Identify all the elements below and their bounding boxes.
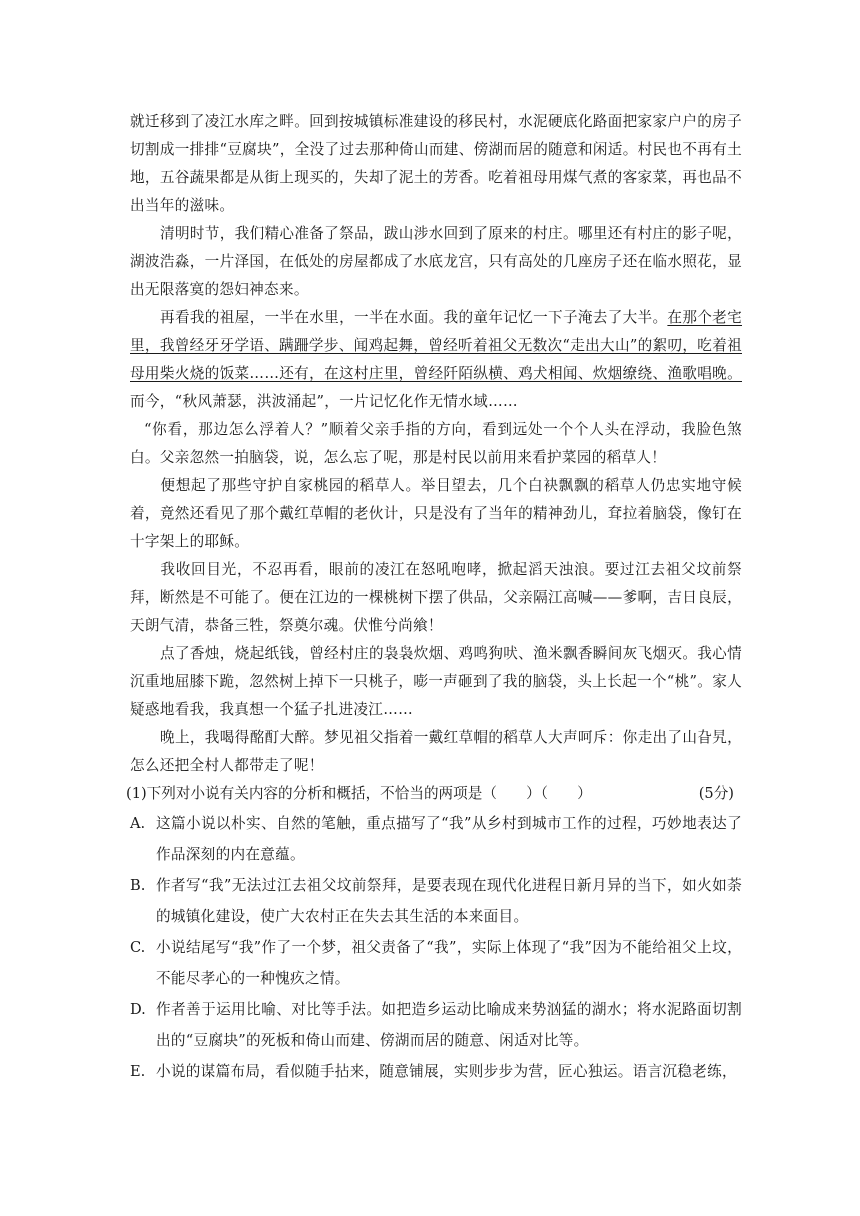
document-page [126, 108, 742, 1087]
story-paragraph-8-text: 晚上，我喝得酩酊大醉。梦见祖父指着一戴红草帽的稻草人大声呵斥：你走出了山旮旯，怎么还把全村人都带走了呢！ [130, 729, 742, 774]
underlined-passage: 在那个老宅里，我曾经牙牙学语、蹒跚学步、闻鸡起舞，曾经听着祖父无数次“走出大山”的絮叨，吃着祖母用柴火烧的饭菜……还有，在这村庄里，曾经阡陌纵横、鸡犬相闻、炊烟缭绕、渔歌唱晚。 [130, 309, 742, 382]
option-e-label: E. [130, 1063, 146, 1080]
option-d-text: 作者善于运用比喻、对比等手法。如把造乡运动比喻成来势汹猛的湖水；将水泥路面切割出的“豆腐块”的死板和倚山而建、傍湖而居的随意、闲适对比等。 [156, 1001, 742, 1049]
story-paragraph-3 [130, 304, 742, 416]
option-b-text: 作者写“我”无法过江去祖父坟前祭拜，是要表现在现代化进程日新月异的当下，如火如荼的城镇化建设，使广大农村正在失去其生活的本来面目。 [156, 877, 742, 925]
story-paragraph-6-text: 我收回目光，不忍再看，眼前的凌江在怒吼咆哮，掀起滔天浊浪。要过江去祖父坟前祭拜，断然是不可能了。便在江边的一棵桃树下摆了供品，父亲隔江高喊——爹啊，吉日良辰，天朗气清，恭备三牲，祭奠尔魂。伏惟兮尚飨！ [130, 561, 742, 634]
story-paragraph-1-text: 就迁移到了凌江水库之畔。回到按城镇标准建设的移民村，水泥硬底化路面把家家户户的房子切割成一排排“豆腐块”，全没了过去那种倚山而建、傍湖而居的随意和闲适。村民也不再有土地，五谷蔬果都是从街上现买的，失却了泥土的芳香。吃着祖母用煤气煮的客家菜，再也品不出当年的滋味。 [130, 113, 742, 214]
option-b-label: B. [130, 877, 146, 894]
story-paragraph-7 [130, 640, 742, 724]
story-paragraph-4-text: “你看，那边怎么浮着人？”顺着父亲手指的方向，看到远处一个个人头在浮动，我脸色煞白。父亲忽然一拍脑袋，说，怎么忘了呢，那是村民以前用来看护菜园的稻草人！ [130, 421, 742, 466]
story-paragraph-1 [130, 108, 742, 220]
question-stem-text: (1)下列对小说有关内容的分析和概括，不恰当的两项是（ ）（ ） [126, 785, 592, 802]
option-a-label: A. [130, 815, 146, 832]
story-paragraph-5-text: 便想起了那些守护自家桃园的稻草人。举目望去，几个白袂飘飘的稻草人仍忠实地守候着，竟然还看见了那个戴红草帽的老伙计，只是没有了当年的精神劲儿，耷拉着脑袋，像钉在十字架上的耶稣。 [130, 477, 742, 550]
question-score: (5分) [698, 785, 734, 802]
story-paragraph-5 [130, 472, 742, 556]
option-d [130, 994, 742, 1056]
story-paragraph-4 [130, 416, 742, 472]
option-c-text: 小说结尾写“我”作了一个梦，祖父责备了“我”，实际上体现了“我”因为不能给祖父上坟，不能尽孝心的一种愧疚之情。 [156, 939, 742, 987]
option-a [130, 808, 742, 870]
option-b [130, 870, 742, 932]
story-paragraph-3-start: 再看我的祖屋，一半在水里，一半在水面。我的童年记忆一下子淹去了大半。 [160, 309, 668, 326]
option-c [130, 932, 742, 994]
question-stem [126, 780, 742, 808]
story-paragraph-7-text: 点了香烛，烧起纸钱，曾经村庄的袅袅炊烟、鸡鸣狗吠、渔米飘香瞬间灰飞烟灭。我心情沉重地屈膝下跪，忽然树上掉下一只桃子，嘭一声砸到了我的脑袋，头上长起一个“桃”。家人疑惑地看我，我真想一个猛子扎进凌江…… [130, 645, 742, 718]
option-e [130, 1056, 742, 1087]
story-paragraph-2-text: 清明时节，我们精心准备了祭品，跋山涉水回到了原来的村庄。哪里还有村庄的影子呢，湖波浩淼，一片泽国，在低处的房屋都成了水底龙宫，只有高处的几座房子还在临水照花，显出无限落寞的怨妇神态来。 [130, 225, 742, 298]
option-d-label: D. [130, 1001, 146, 1018]
option-c-label: C. [130, 939, 146, 956]
option-e-text: 小说的谋篇布局，看似随手拈来，随意铺展，实则步步为营，匠心独运。语言沉稳老练， [156, 1063, 737, 1080]
story-paragraph-8 [130, 724, 742, 780]
story-paragraph-6 [130, 556, 742, 640]
option-a-text: 这篇小说以朴实、自然的笔触，重点描写了“我”从乡村到城市工作的过程，巧妙地表达了作品深刻的内在意蕴。 [156, 815, 742, 863]
story-paragraph-2 [130, 220, 742, 304]
story-paragraph-3-end: 而今，“秋风萧瑟，洪波涌起”，一片记忆化作无情水域…… [130, 393, 518, 410]
